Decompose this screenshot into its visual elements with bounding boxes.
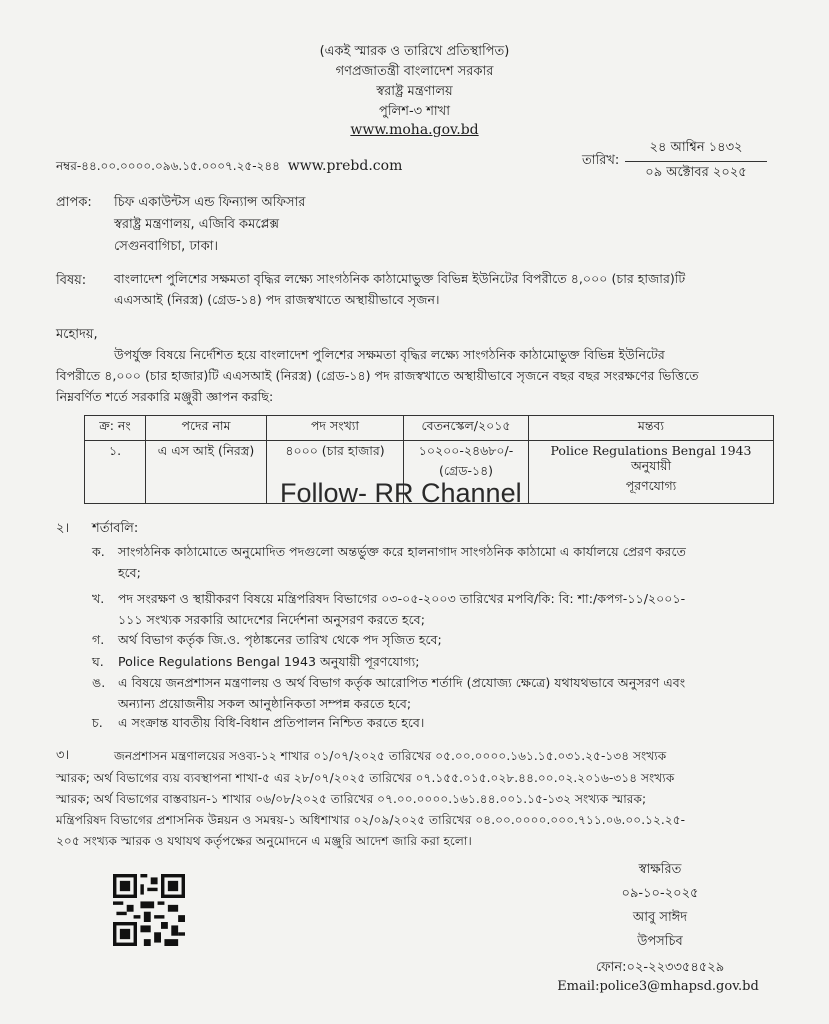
condition-marker: চ. [92,715,103,730]
condition-marker: ঘ. [92,654,104,669]
para1-line3: নিম্নবর্ণিত শর্তে সরকারি মঞ্জুরী জ্ঞাপন করছি: [56,389,274,404]
subject-label: বিষয়: [56,273,87,288]
condition-marker: ঙ. [92,675,106,690]
col-serial: ক্র: নং [85,416,146,441]
para1-line2: বিপরীতে ৪,০০০ (চার হাজার)টি এএসআই (নিরস্ত্র) (গ্রেড-১৪) পদ রাজস্বখাতে অস্থায়ীভাবে সৃজনে বছর বছর সংরক্ষণের ভিত্তিতে [56,368,699,383]
condition-line: অর্থ বিভাগ কর্তৃক জি.ও. পৃষ্ঠাঙ্কনের তারিখ থেকে পদ সৃজিত হবে; [118,632,442,647]
subject-line1: বাংলাদেশ পুলিশের সক্ষমতা বৃদ্ধির লক্ষ্যে সাংগঠনিক কাঠামোভুক্ত বিভিন্ন ইউনিটের বিপরীতে ৪,০০০ (চার হাজার)টি [114,271,686,286]
col-scale: বেতনস্কেল/২০১৫ [404,416,529,441]
watermark-text: Follow- RR Channel [280,478,522,508]
condition-line: এ বিষয়ে জনপ্রশাসন মন্ত্রণালয় ও অর্থ বিভাগ কর্তৃক আরোপিত শর্তাদি (প্রযোজ্য ক্ষেত্রে) যথাযথভাবে অনুসরণ এবং [118,675,686,690]
col-post: পদের নাম [146,416,267,441]
signed-label: স্বাক্ষরিত [638,862,682,877]
condition-line: হবে; [118,565,141,580]
recipient-line1: চিফ একাউন্টস এন্ড ফিন্যান্স অফিসার [114,195,306,210]
scale-grade: (গ্রেড-১৪) [438,463,494,478]
condition-line: ১১১ সংখ্যক সরকারি আদেশের নির্দেশনা অনুসরণ করতে হবে; [118,612,425,627]
header-ministry: স্বরাষ্ট্র মন্ত্রণালয় [376,84,453,99]
remark-line2: অনুযায়ী [630,458,672,473]
para3-line3: স্মারক; অর্থ বিভাগের বাস্তবায়ন-১ শাখার ০৬/০৮/২০২৫ তারিখের ০৭.০০.০০০০.১৬১.৪৪.০০১.১৫-১৩২ সংখ্যক স্মারক; [56,792,647,806]
signer-email: Email:police3@mhapsd.gov.bd [557,979,759,994]
watermark-site: www.prebd.com [287,158,403,174]
para3-line2: স্মারক; অর্থ বিভাগের ব্যয় ব্যবস্থাপনা শাখা-৫ এর ২৮/০৭/২০২৫ তারিখের ০৭.১৫৫.০১৫.০২৮.৪৪.০০.০২.২০১৬-৩১৪ সংখ্যক [56,771,675,785]
signer-name: আবু সাঈদ [632,910,688,925]
date-gregorian: ০৯ অক্টোবর ২০২৫ [645,165,747,180]
cell-post: এ এস আই (নিরস্ত্র) [146,441,267,504]
condition-line: অন্যান্য প্রয়োজনীয় সকল আনুষ্ঠানিকতা সম্পন্ন করতে হবে; [118,696,412,711]
para1-line1: উপর্যুক্ত বিষয়ে নির্দেশিত হয়ে বাংলাদেশ পুলিশের সক্ষমতা বৃদ্ধির লক্ষ্যে সাংগঠনিক কাঠামোভুক্ত বিভিন্ন ইউনিটের [114,347,665,362]
col-count: পদ সংখ্যা [267,416,404,441]
para3-line1: জনপ্রশাসন মন্ত্রণালয়ের সওব্য-১২ শাখার ০১/০৭/২০২৫ তারিখের ০৫.০০.০০০০.১৬১.১৫.০৩১.২৫-১৩৪ সংখ্যক [114,749,667,763]
condition-marker: খ. [92,591,105,606]
header-branch: পুলিশ-৩ শাখা [379,104,450,119]
condition-marker: গ. [92,632,105,647]
header-website: www.moha.gov.bd [350,122,479,138]
remark-regulation: Police Regulations Bengal 1943 [550,443,752,458]
signer-designation: উপসচিব [637,934,683,949]
para3-line5: ২০৫ সংখ্যক স্মারক ও যথাযথ কর্তৃপক্ষের অনুমোদনে এ মঞ্জুরি আদেশ জারি করা হলো। [56,834,472,848]
signer-phone: ফোন:০২-২২৩৩৫৪৫২৯ [595,960,725,975]
recipient-label: প্রাপক: [56,195,92,210]
condition-line: Police Regulations Bengal 1943 অনুযায়ী পূরণযোগ্য; [118,654,420,669]
scale-value: ১০২০০-২৪৬৮০/- [418,443,514,458]
subject-line2: এএসআই (নিরস্ত্র) (গ্রেড-১৪) পদ রাজস্বখাতে অস্থায়ীভাবে সৃজন। [114,292,440,307]
date-bangla: ২৪ আশ্বিন ১৪৩২ [625,138,767,162]
salutation: মহোদয়, [56,327,98,342]
conditions-heading: শর্তাবলি: [92,521,139,536]
header-government: গণপ্রজাতন্ত্রী বাংলাদেশ সরকার [335,64,494,79]
recipient-line3: সেগুনবাগিচা, ঢাকা। [114,239,219,254]
cell-count: ৪০০০ (চার হাজার) [267,441,404,504]
remark-line3: পূরণযোগ্য [625,478,677,493]
condition-line: পদ সংরক্ষণ ও স্থায়ীকরণ বিষয়ে মন্ত্রিপরিষদ বিভাগের ০৩-০৫-২০০৩ তারিখের মপবি/কি: বি: শা:/কপগ-১১/২০০১- [118,591,686,606]
recipient-line2: স্বরাষ্ট্র মন্ত্রণালয়, এজিবি কমপ্লেক্স [114,217,280,232]
conditions-number: ২। [56,521,70,536]
cell-remark [529,441,774,504]
cell-serial: ১. [85,441,146,504]
para3-number: ৩। [56,748,70,763]
col-remark: মন্তব্য [529,416,774,441]
header-line-reissue: (একই স্মারক ও তারিখে প্রতিস্থাপিত) [319,44,510,59]
condition-marker: ক. [92,544,105,559]
date-label: তারিখ: [582,153,620,168]
memo-number: নম্বর-৪৪.০০.০০০০.০৯৬.১৫.০০০৭.২৫-২৪৪ www.prebd.com [56,158,403,174]
condition-line: সাংগঠনিক কাঠামোতে অনুমোদিত পদগুলো অন্তর্ভুক্ত করে হালনাগাদ সাংগঠনিক কাঠামো এ কার্যালয়ে প্রেরণ করতে [118,544,686,559]
para3-line4: মন্ত্রিপরিষদ বিভাগের প্রশাসনিক উন্নয়ন ও সমন্বয়-১ অধিশাখার ০২/০৯/২০২৫ তারিখের ০৪.০০.০০০০.০০০.৭১১.০৬.০০.১২.২৫- [56,813,686,827]
signed-date: ০৯-১০-২০২৫ [621,886,699,901]
table-header-row [85,416,774,441]
qr-code-icon [113,874,185,946]
condition-line: এ সংক্রান্ত যাবতীয় বিধি-বিধান প্রতিপালন নিশ্চিত করতে হবে। [118,715,425,730]
